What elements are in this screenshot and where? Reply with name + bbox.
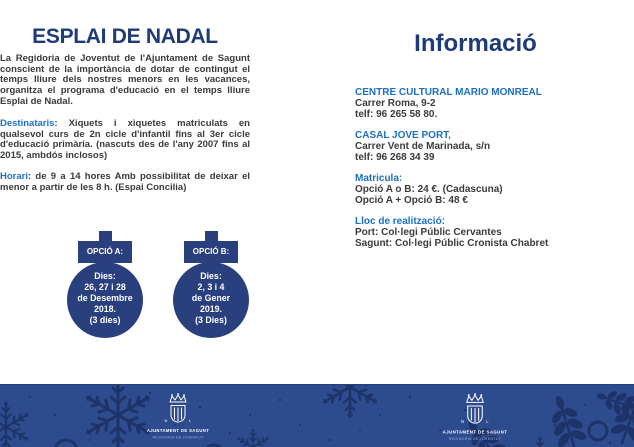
page-title: ESPLAI DE NADAL — [32, 25, 218, 48]
section-heading: Matricula: — [355, 173, 403, 184]
sagunt-coat-of-arms-logo — [118, 392, 238, 447]
option-a-ornament — [67, 231, 143, 338]
section-heading: CASAL JOVE PORT, — [355, 130, 451, 141]
destinataris-label: Destinataris — [0, 118, 55, 129]
logo-department-text: REGIDORIA DE JOVENTUT — [448, 437, 502, 442]
option-a-line: (3 dies) — [89, 314, 121, 325]
logo-municipality-text: AJUNTAMENT DE SAGUNT — [442, 429, 508, 435]
option-b-line: (3 Dies) — [195, 314, 227, 325]
option-b-ornament — [173, 231, 249, 338]
horari-label: Horari — [0, 171, 28, 182]
svg-text:L: L — [188, 418, 192, 423]
info-section-lloc — [355, 216, 617, 249]
logo-department-text: REGIDORIA DE JOVENTUT — [152, 435, 204, 440]
info-title: Informació — [414, 30, 537, 57]
section-line: Opció A + Opció B: 48 € — [355, 195, 468, 206]
svg-text:L: L — [486, 419, 489, 425]
option-a-line: 26, 27 i 28 — [84, 281, 126, 292]
bauble-icon — [67, 262, 143, 338]
info-section-centre-cultural — [355, 87, 617, 120]
destinataris-paragraph — [0, 119, 250, 162]
section-line: Carrer Roma, 9-2 — [355, 98, 436, 109]
option-b-line: Dies: — [200, 271, 222, 281]
section-heading: Lloc de realització: — [355, 216, 446, 227]
horari-text: : de 9 a 14 hores Amb possibilitat de deixar el menor a partir de les 8 h. (Espai Concilia) — [0, 171, 250, 193]
option-b-line: 2019. — [199, 303, 222, 314]
option-b-line: de Gener — [191, 292, 231, 303]
svg-text:N: N — [461, 419, 465, 425]
bauble-icon — [173, 262, 249, 338]
section-line: Port: Col·legi Públic Cervantes — [355, 227, 502, 238]
option-b-line: 2, 3 i 4 — [197, 281, 225, 292]
svg-text:N: N — [164, 418, 168, 423]
snowflake-decoration-icon — [0, 385, 634, 447]
option-a-label: OPCIÓ A: — [78, 241, 132, 263]
option-b-label: OPCIÓ B: — [184, 241, 238, 263]
info-block — [355, 87, 617, 259]
logo-municipality-text: AJUNTAMENT DE SAGUNT — [146, 428, 210, 433]
section-line: Carrer Vent de Marinada, s/n — [355, 141, 491, 152]
horari-paragraph — [0, 172, 250, 193]
section-line: Opció A o B: 24 €. (Cadascuna) — [355, 184, 503, 195]
intro-paragraph: La Regidoria de Joventut de l'Ajuntament de Sagunt conscient de la importància de dotar de contingut el temps lliure dels nostres menors en les vacances, organitza el programa d'educació en el temps lliure Esplai de Nadal. — [0, 53, 250, 107]
option-a-line: 2018. — [93, 303, 116, 314]
sagunt-coat-of-arms-logo — [412, 392, 538, 447]
option-a-line: Dies: — [94, 271, 116, 281]
ornament-hanger-icon — [99, 231, 112, 241]
section-line: telf: 96 268 34 39 — [355, 152, 435, 163]
info-section-matricula — [355, 173, 617, 206]
section-heading: CENTRE CULTURAL MARIO MONREAL — [355, 87, 542, 98]
section-line: telf: 96 265 58 80. — [355, 109, 438, 120]
section-line: Sagunt: Col·legi Públic Cronista Chabret — [355, 238, 549, 249]
ornament-hanger-icon — [205, 231, 218, 241]
footer-band — [0, 384, 634, 447]
info-section-casal-jove — [355, 130, 617, 163]
destinataris-text: : Xiquets i xiquetes matriculats en qualsevol curs de 2n cicle d'infantil fins al 3er cicle d'educació primària. (nascuts des de l'any 2007 fins al 2015, ambdós inclosos) — [0, 118, 250, 162]
option-a-line: de Desembre — [77, 292, 133, 303]
